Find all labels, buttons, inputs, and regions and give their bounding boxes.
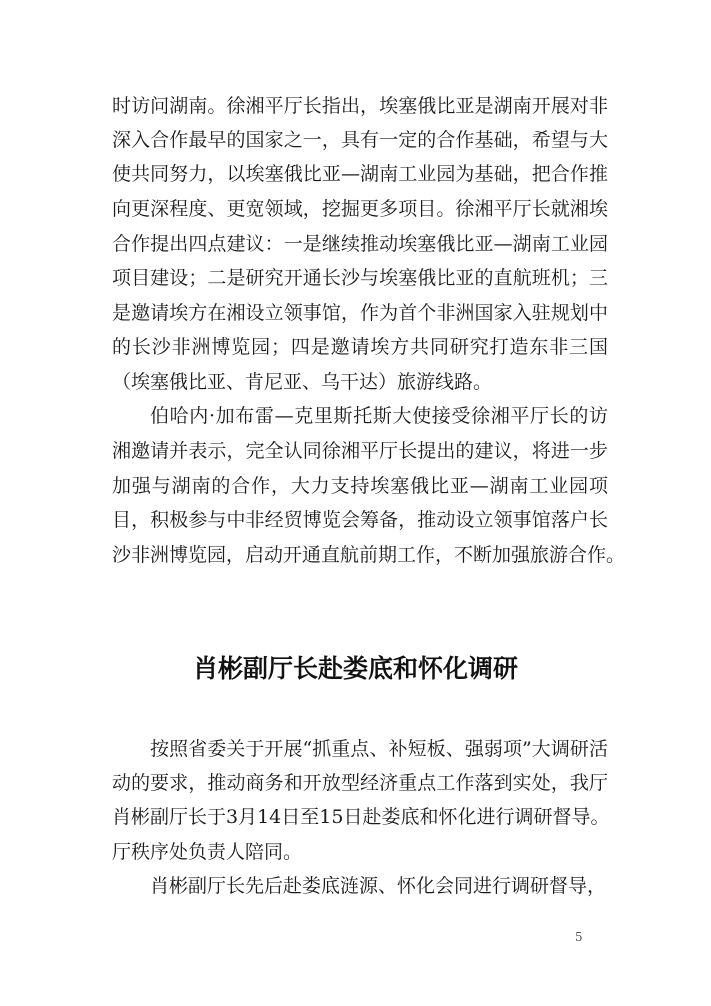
paragraph-line: 时访问湖南。徐湘平厅长指出，埃塞俄比亚是湖南开展对非 [112, 95, 608, 117]
paragraph-line: 合作提出四点建议：一是继续推动埃塞俄比亚—湖南工业园 [112, 233, 608, 255]
paragraph-line: 湘邀请并表示，完全认同徐湘平厅长提出的建议，将进一步 [112, 440, 608, 462]
paragraph-line: 肖彬副厅长于3月14日至15日赴娄底和怀化进行调研督导。 [112, 806, 610, 828]
paragraph-line: 向更深程度、更宽领域，挖掘更多项目。徐湘平厅长就湘埃 [112, 198, 608, 220]
section-heading: 肖彬副厅长赴娄底和怀化调研 [192, 654, 518, 683]
paragraph-first-line: 肖彬副厅长先后赴娄底涟源、怀化会同进行调研督导， [150, 875, 607, 897]
paragraph-line: （埃塞俄比亚、肯尼亚、乌干达）旅游线路。 [112, 371, 493, 393]
page-number: 5 [575, 930, 583, 944]
paragraph-line: 沙非洲博览园，启动开通直航前期工作，不断加强旅游合作。 [112, 544, 626, 566]
paragraph-line: 深入合作最早的国家之一，具有一定的合作基础，希望与大 [112, 129, 608, 151]
paragraph-first-line: 伯哈内·加布雷—克里斯托斯大使接受徐湘平厅长的访 [150, 405, 608, 427]
paragraph-line: 动的要求，推动商务和开放型经济重点工作落到实处，我厅 [112, 772, 608, 794]
paragraph-line: 项目建设；二是研究开通长沙与埃塞俄比亚的直航班机；三 [112, 267, 608, 289]
paragraph-line: 目，积极参与中非经贸博览会筹备，推动设立领事馆落户长 [112, 509, 608, 531]
paragraph-line: 的长沙非洲博览园；四是邀请埃方共同研究打造东非三国 [112, 336, 608, 358]
paragraph-line: 是邀请埃方在湘设立领事馆，作为首个非洲国家入驻规划中 [112, 302, 608, 324]
paragraph-line: 加强与湖南的合作，大力支持埃塞俄比亚—湖南工业园项 [112, 475, 608, 497]
paragraph-line: 厅秩序处负责人陪同。 [112, 841, 303, 863]
paragraph-first-line: 按照省委关于开展“抓重点、补短板、强弱项”大调研活 [150, 738, 608, 760]
paragraph-line: 使共同努力，以埃塞俄比亚—湖南工业园为基础，把合作推 [112, 163, 608, 185]
